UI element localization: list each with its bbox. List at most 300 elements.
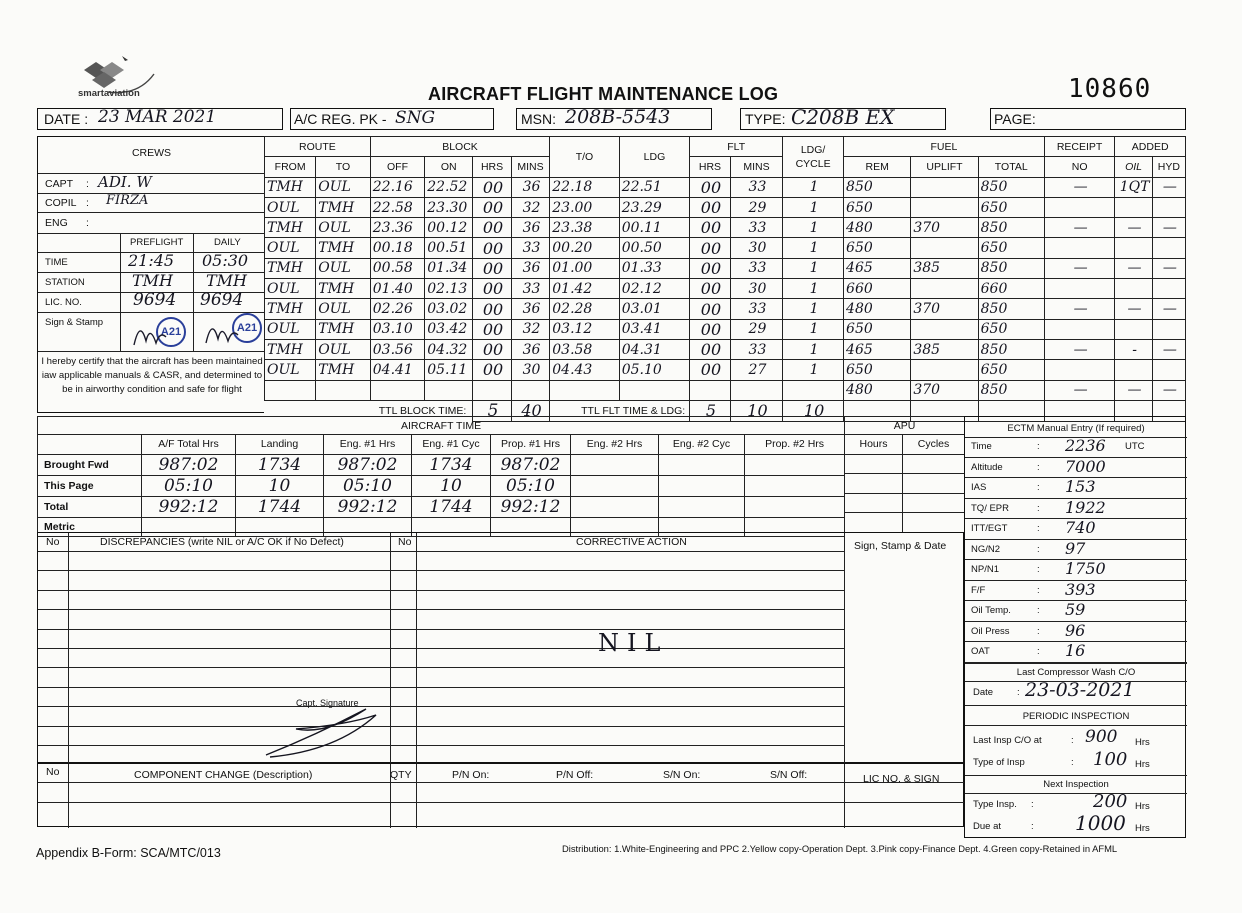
- aircraft-time-value[interactable]: [571, 496, 659, 517]
- fuel-uplift[interactable]: [911, 177, 978, 197]
- ldg-cycle[interactable]: 1: [783, 177, 844, 197]
- hyd-added[interactable]: —: [1152, 258, 1185, 278]
- disc-label: DISCREPANCIES (write NIL or A/C OK if No Defect): [100, 536, 344, 548]
- fuel-rem[interactable]: 850: [844, 177, 911, 197]
- ldg-cycle[interactable]: 1: [783, 299, 844, 319]
- type-value[interactable]: C208B EX: [791, 105, 895, 129]
- route-from[interactable]: TMH: [265, 339, 316, 359]
- takeoff-time[interactable]: 03.12: [550, 319, 619, 339]
- ectm-row: [965, 519, 1187, 540]
- fuel-rem[interactable]: 650: [844, 197, 911, 217]
- flt-mins[interactable]: 33: [730, 177, 782, 197]
- ldg-cycle[interactable]: 1: [783, 197, 844, 217]
- ectm-colon: :: [1037, 564, 1040, 575]
- block-off[interactable]: 23.36: [370, 218, 424, 238]
- comp-qty-label: QTY: [390, 769, 412, 781]
- daily-header: DAILY: [214, 237, 241, 248]
- route-to[interactable]: TMH: [316, 319, 370, 339]
- ectm-value[interactable]: 97: [1065, 538, 1086, 558]
- receipt-no[interactable]: [1044, 360, 1115, 380]
- route-to[interactable]: TMH: [316, 197, 370, 217]
- fuel-total[interactable]: 650: [978, 319, 1044, 339]
- receipt-no[interactable]: —: [1044, 218, 1115, 238]
- crew-block: CREWS CAPT : ADI. W COPIL : FIRZA ENG : PREFLIGHT DAILY TIME 21:45 05:30 STATION TMH TMH LIC. NO. 9694 9694 Sign & Stamp A21 A21 I hereby certify that the aircraft has been maintained iaw applicable manuals & CASR, and determined to be in airworthy condition and safe for flight: [37, 136, 264, 413]
- oil-added[interactable]: [1115, 197, 1152, 217]
- block-hrs[interactable]: 00: [473, 177, 511, 197]
- landing-time[interactable]: 01.33: [619, 258, 690, 278]
- receipt-no[interactable]: —: [1044, 380, 1115, 400]
- block-hrs[interactable]: 00: [473, 238, 511, 258]
- aircraft-time-col-header: Eng. #1 Cyc: [412, 435, 491, 455]
- receipt-no[interactable]: —: [1044, 299, 1115, 319]
- ectm-value[interactable]: 7000: [1065, 456, 1106, 476]
- flt-hrs[interactable]: 00: [690, 258, 731, 278]
- block-mins[interactable]: 36: [511, 177, 550, 197]
- aircraft-time-value[interactable]: [659, 496, 745, 517]
- fuel-total[interactable]: 650: [978, 360, 1044, 380]
- route-from[interactable]: OUL: [265, 197, 316, 217]
- eng-label: ENG: [45, 217, 68, 229]
- serial-number: 10860: [1068, 74, 1152, 104]
- fuel-total[interactable]: 850: [978, 339, 1044, 359]
- aircraft-time-value[interactable]: 05:10: [491, 475, 571, 496]
- disc-no-label: No: [46, 536, 60, 548]
- oil-added[interactable]: [1115, 319, 1152, 339]
- route-from[interactable]: OUL: [265, 360, 316, 380]
- flt-hrs[interactable]: 00: [690, 279, 731, 299]
- hyd-added[interactable]: [1152, 238, 1185, 258]
- last-insp-value[interactable]: 900: [1085, 727, 1118, 747]
- aircraft-time-value[interactable]: 1734: [412, 454, 491, 475]
- receipt-no[interactable]: [1044, 197, 1115, 217]
- capt-label: CAPT: [45, 178, 74, 190]
- route-to[interactable]: OUL: [316, 258, 370, 278]
- route-from[interactable]: TMH: [265, 299, 316, 319]
- ttl-ldg[interactable]: 10: [783, 400, 844, 421]
- route-to[interactable]: OUL: [316, 339, 370, 359]
- stamp-text-preflight: A21: [160, 326, 182, 338]
- receipt-no[interactable]: [1044, 238, 1115, 258]
- ectm-value[interactable]: 1922: [1065, 497, 1106, 517]
- route-to[interactable]: [316, 380, 370, 400]
- oil-added[interactable]: —: [1115, 218, 1152, 238]
- block-mins[interactable]: 36: [511, 258, 550, 278]
- landing-time[interactable]: 03.41: [619, 319, 690, 339]
- block-hrs[interactable]: 00: [473, 299, 511, 319]
- aircraft-time-value[interactable]: 10: [412, 475, 491, 496]
- aircraft-time-value[interactable]: [659, 475, 745, 496]
- block-hrs[interactable]: 00: [473, 279, 511, 299]
- ectm-label: IAS: [971, 482, 987, 493]
- ldg-cycle[interactable]: [783, 380, 844, 400]
- fuel-uplift[interactable]: [911, 197, 978, 217]
- ectm-colon: :: [1037, 502, 1040, 514]
- nil-entry[interactable]: NIL: [598, 629, 669, 657]
- fuel-rem[interactable]: 465: [844, 339, 911, 359]
- date-label: DATE :: [44, 111, 89, 127]
- block-hrs[interactable]: 00: [473, 319, 511, 339]
- aircraft-time-table: [37, 416, 845, 537]
- fuel-total[interactable]: 660: [978, 279, 1044, 299]
- ldg-cycle[interactable]: 1: [783, 218, 844, 238]
- route-from[interactable]: OUL: [265, 319, 316, 339]
- block-mins[interactable]: 36: [511, 339, 550, 359]
- page-box: [990, 108, 1186, 130]
- takeoff-time[interactable]: 03.58: [550, 339, 619, 359]
- ldg-cycle[interactable]: 1: [783, 339, 844, 359]
- fuel-uplift[interactable]: 370: [911, 218, 978, 238]
- ectm-value[interactable]: 1750: [1065, 559, 1106, 578]
- ectm-value[interactable]: 740: [1065, 518, 1096, 537]
- flt-hrs[interactable]: 00: [690, 319, 731, 339]
- ldg-cycle[interactable]: 1: [783, 279, 844, 299]
- ectm-value[interactable]: 393: [1065, 579, 1096, 599]
- fuel-rem[interactable]: 480: [844, 380, 911, 400]
- discrepancy-rule: [38, 706, 844, 707]
- compressor-wash-date[interactable]: 23-03-2021: [1025, 679, 1135, 701]
- ectm-value[interactable]: 59: [1065, 600, 1086, 619]
- landing-time[interactable]: 04.31: [619, 339, 690, 359]
- ldg-cycle[interactable]: 1: [783, 258, 844, 278]
- aircraft-time-value[interactable]: 987:02: [491, 454, 571, 475]
- takeoff-time[interactable]: 01.42: [550, 279, 619, 299]
- ttl-block-hrs[interactable]: 5: [473, 400, 511, 421]
- oil-added[interactable]: -: [1115, 339, 1152, 359]
- apu-title: APU: [845, 417, 965, 435]
- block-off[interactable]: 03.10: [370, 319, 424, 339]
- ttl-flt-hrs[interactable]: 5: [690, 400, 731, 421]
- aircraft-time-value[interactable]: 05:10: [142, 475, 236, 496]
- discrepancy-rule: [38, 590, 844, 591]
- aircraft-time-value[interactable]: [571, 454, 659, 475]
- takeoff-time[interactable]: 04.43: [550, 360, 619, 380]
- landing-time[interactable]: 00.11: [619, 218, 690, 238]
- ectm-row: [965, 458, 1187, 479]
- apu-cycles-header: Cycles: [903, 435, 965, 455]
- takeoff-time[interactable]: 22.18: [550, 177, 619, 197]
- flt-hrs[interactable]: [690, 380, 731, 400]
- flight-row: [265, 197, 1186, 217]
- aircraft-time-value[interactable]: 992:12: [491, 496, 571, 517]
- fuel-total[interactable]: 850: [978, 258, 1044, 278]
- receipt-no[interactable]: —: [1044, 177, 1115, 197]
- hyd-added[interactable]: [1152, 279, 1185, 299]
- ectm-value[interactable]: 153: [1065, 477, 1096, 496]
- block-on[interactable]: 22.52: [425, 177, 473, 197]
- route-from[interactable]: TMH: [265, 258, 316, 278]
- takeoff-time[interactable]: 01.00: [550, 258, 619, 278]
- oil-added[interactable]: —: [1115, 299, 1152, 319]
- hyd-added[interactable]: —: [1152, 339, 1185, 359]
- comp-lic-sign-label: LIC NO. & SIGN: [863, 773, 940, 785]
- fuel-uplift[interactable]: [911, 238, 978, 258]
- fuel-uplift[interactable]: 385: [911, 339, 978, 359]
- aircraft-time-value[interactable]: [745, 496, 845, 517]
- aircraft-time-title: AIRCRAFT TIME: [38, 417, 845, 435]
- hyd-added[interactable]: —: [1152, 380, 1185, 400]
- hyd-added[interactable]: [1152, 197, 1185, 217]
- block-off[interactable]: 22.16: [370, 177, 424, 197]
- block-mins[interactable]: 36: [511, 218, 550, 238]
- block-off[interactable]: 03.56: [370, 339, 424, 359]
- time-daily[interactable]: 05:30: [202, 251, 249, 270]
- block-off[interactable]: 00.58: [370, 258, 424, 278]
- block-hrs[interactable]: 00: [473, 218, 511, 238]
- hyd-added[interactable]: —: [1152, 218, 1185, 238]
- lic-label: LIC. NO.: [45, 297, 82, 308]
- block-mins[interactable]: 33: [511, 279, 550, 299]
- flt-hrs[interactable]: 00: [690, 238, 731, 258]
- reg-value[interactable]: SNG: [395, 108, 436, 128]
- capt-signature-scribble: [256, 695, 388, 763]
- ttl-flt-mins[interactable]: 10: [730, 400, 782, 421]
- next-type-value[interactable]: 200: [1093, 791, 1128, 812]
- route-from[interactable]: [265, 380, 316, 400]
- hyd-added[interactable]: [1152, 319, 1185, 339]
- fuel-uplift[interactable]: [911, 360, 978, 380]
- lic-preflight[interactable]: 9694: [133, 290, 177, 310]
- block-off[interactable]: 01.40: [370, 279, 424, 299]
- landing-time[interactable]: [619, 380, 690, 400]
- date-value[interactable]: 23 MAR 2021: [98, 107, 217, 127]
- fuel-rem[interactable]: 465: [844, 258, 911, 278]
- takeoff-time[interactable]: [550, 380, 619, 400]
- due-at-value[interactable]: 1000: [1075, 811, 1126, 835]
- last-insp-unit: Hrs: [1135, 737, 1150, 748]
- fuel-rem[interactable]: 650: [844, 319, 911, 339]
- ttl-block-mins[interactable]: 40: [511, 400, 550, 421]
- receipt-no[interactable]: —: [1044, 339, 1115, 359]
- oil-added[interactable]: [1115, 360, 1152, 380]
- hyd-added[interactable]: —: [1152, 299, 1185, 319]
- block-off[interactable]: 22.58: [370, 197, 424, 217]
- ectm-value[interactable]: 16: [1065, 641, 1086, 660]
- ectm-value[interactable]: 96: [1065, 620, 1086, 640]
- ectm-row: [965, 642, 1187, 663]
- route-to[interactable]: OUL: [316, 299, 370, 319]
- ectm-colon: :: [1037, 441, 1040, 452]
- block-on[interactable]: 05.11: [425, 360, 473, 380]
- ectm-label: Oil Temp.: [971, 605, 1011, 616]
- takeoff-time[interactable]: 02.28: [550, 299, 619, 319]
- receipt-no[interactable]: [1044, 279, 1115, 299]
- oil-added[interactable]: —: [1115, 380, 1152, 400]
- fuel-total[interactable]: 850: [978, 299, 1044, 319]
- landing-time[interactable]: 23.29: [619, 197, 690, 217]
- capt-signature-label: Capt. Signature: [296, 698, 359, 708]
- fuel-rem[interactable]: 650: [844, 360, 911, 380]
- route-to[interactable]: TMH: [316, 238, 370, 258]
- ttl-flt-label: TTL FLT TIME & LDG:: [581, 404, 686, 417]
- aircraft-time-value[interactable]: 987:02: [324, 454, 412, 475]
- comp-sn-off-label: S/N Off:: [770, 769, 808, 781]
- fuel-rem[interactable]: 480: [844, 299, 911, 319]
- fuel-rem[interactable]: 650: [844, 238, 911, 258]
- aircraft-time-value[interactable]: [659, 454, 745, 475]
- oil-added[interactable]: 1QT: [1115, 177, 1152, 197]
- msn-value[interactable]: 208B-5543: [565, 106, 671, 128]
- fuel-uplift[interactable]: [911, 319, 978, 339]
- block-on[interactable]: 00.51: [425, 238, 473, 258]
- aircraft-time-value[interactable]: 10: [236, 475, 324, 496]
- aircraft-time-col-header: Eng. #2 Hrs: [571, 435, 659, 455]
- block-mins[interactable]: [511, 380, 550, 400]
- signature-preflight: [130, 315, 170, 351]
- block-hrs[interactable]: 00: [473, 197, 511, 217]
- block-hrs[interactable]: 00: [473, 360, 511, 380]
- aircraft-time-value[interactable]: [571, 475, 659, 496]
- flt-mins[interactable]: 27: [730, 360, 782, 380]
- route-to[interactable]: TMH: [316, 279, 370, 299]
- block-on[interactable]: 03.42: [425, 319, 473, 339]
- block-on[interactable]: 23.30: [425, 197, 473, 217]
- fuel-rem[interactable]: 480: [844, 218, 911, 238]
- time-preflight[interactable]: 21:45: [128, 251, 175, 270]
- type-label: TYPE:: [745, 111, 786, 127]
- type-insp-value[interactable]: 100: [1093, 749, 1128, 770]
- landing-time[interactable]: 22.51: [619, 177, 690, 197]
- ldg-cycle[interactable]: 1: [783, 238, 844, 258]
- oil-added[interactable]: [1115, 238, 1152, 258]
- copil-value[interactable]: FIRZA: [106, 193, 149, 208]
- route-from[interactable]: OUL: [265, 279, 316, 299]
- block-hrs[interactable]: 00: [473, 258, 511, 278]
- type-box: [740, 105, 946, 130]
- route-from[interactable]: TMH: [265, 218, 316, 238]
- lic-daily[interactable]: 9694: [200, 290, 244, 310]
- fuel-total[interactable]: 850: [978, 218, 1044, 238]
- block-off[interactable]: [370, 380, 424, 400]
- aircraft-time-value[interactable]: 1744: [236, 496, 324, 517]
- flight-row: [265, 339, 1186, 359]
- block-on[interactable]: 03.02: [425, 299, 473, 319]
- flt-mins[interactable]: 29: [730, 197, 782, 217]
- takeoff-time[interactable]: 23.38: [550, 218, 619, 238]
- block-on[interactable]: 02.13: [425, 279, 473, 299]
- landing-time[interactable]: 02.12: [619, 279, 690, 299]
- flt-mins[interactable]: 33: [730, 299, 782, 319]
- rem-header: REM: [844, 157, 911, 177]
- block-mins[interactable]: 33: [511, 238, 550, 258]
- ectm-colon: :: [1037, 605, 1040, 616]
- block-mins[interactable]: 30: [511, 360, 550, 380]
- fuel-total[interactable]: 850: [978, 380, 1044, 400]
- sign-stamp-label: Sign & Stamp: [45, 317, 104, 328]
- flight-row: [265, 279, 1186, 299]
- station-daily[interactable]: TMH: [206, 271, 248, 290]
- flight-row: [265, 238, 1186, 258]
- comp-pn-off-label: P/N Off:: [556, 769, 594, 781]
- from-header: FROM: [265, 157, 316, 177]
- oil-added[interactable]: [1115, 279, 1152, 299]
- landing-time[interactable]: 00.50: [619, 238, 690, 258]
- route-from[interactable]: OUL: [265, 238, 316, 258]
- periodic-title: PERIODIC INSPECTION: [1022, 711, 1130, 722]
- reg-box: [290, 108, 494, 130]
- ectm-label: NG/N2: [971, 543, 1001, 555]
- flt-hrs[interactable]: 00: [690, 177, 731, 197]
- flt-hrs[interactable]: 00: [690, 299, 731, 319]
- fuel-uplift[interactable]: [911, 279, 978, 299]
- block-on[interactable]: [425, 380, 473, 400]
- block-on[interactable]: 00.12: [425, 218, 473, 238]
- aircraft-time-value[interactable]: [745, 454, 845, 475]
- block-off[interactable]: 02.26: [370, 299, 424, 319]
- flt-mins[interactable]: [730, 380, 782, 400]
- fuel-uplift[interactable]: 370: [911, 299, 978, 319]
- block-hrs[interactable]: 00: [473, 339, 511, 359]
- fuel-rem[interactable]: 660: [844, 279, 911, 299]
- receipt-no[interactable]: —: [1044, 258, 1115, 278]
- aircraft-time-value[interactable]: 987:02: [142, 454, 236, 475]
- block-hrs[interactable]: [473, 380, 511, 400]
- hyd-added[interactable]: [1152, 360, 1185, 380]
- block-off[interactable]: 04.41: [370, 360, 424, 380]
- flt-mins[interactable]: 30: [730, 279, 782, 299]
- ldg-cycle[interactable]: 1: [783, 319, 844, 339]
- ldg-cycle[interactable]: 1: [783, 360, 844, 380]
- ectm-label: NP/N1: [971, 564, 999, 575]
- ectm-label: OAT: [971, 646, 990, 657]
- fuel-uplift[interactable]: 385: [911, 258, 978, 278]
- fuel-total[interactable]: 650: [978, 197, 1044, 217]
- flt-mins[interactable]: 30: [730, 238, 782, 258]
- flt-hrs[interactable]: 00: [690, 339, 731, 359]
- fuel-total[interactable]: 850: [978, 177, 1044, 197]
- aircraft-time-value[interactable]: 992:12: [324, 496, 412, 517]
- landing-time[interactable]: 05.10: [619, 360, 690, 380]
- block-on[interactable]: 01.34: [425, 258, 473, 278]
- route-to[interactable]: TMH: [316, 360, 370, 380]
- fuel-uplift[interactable]: 370: [911, 380, 978, 400]
- page-label: PAGE:: [994, 111, 1036, 127]
- route-from[interactable]: TMH: [265, 177, 316, 197]
- flt-mins[interactable]: 29: [730, 319, 782, 339]
- flt-mins[interactable]: 33: [730, 218, 782, 238]
- block-off[interactable]: 00.18: [370, 238, 424, 258]
- apu-table: [844, 416, 965, 533]
- block-mins[interactable]: 36: [511, 299, 550, 319]
- oil-added[interactable]: —: [1115, 258, 1152, 278]
- flt-hrs[interactable]: 00: [690, 197, 731, 217]
- block-on[interactable]: 04.32: [425, 339, 473, 359]
- takeoff-time[interactable]: 00.20: [550, 238, 619, 258]
- landing-time[interactable]: 03.01: [619, 299, 690, 319]
- aircraft-time-value[interactable]: 1744: [412, 496, 491, 517]
- route-to[interactable]: OUL: [316, 177, 370, 197]
- takeoff-time[interactable]: 23.00: [550, 197, 619, 217]
- receipt-no[interactable]: [1044, 319, 1115, 339]
- aircraft-time-value[interactable]: [745, 475, 845, 496]
- ectm-value[interactable]: 2236: [1065, 436, 1106, 455]
- compressor-wash-title: Last Compressor Wash C/O: [1016, 667, 1136, 678]
- block-mins[interactable]: 32: [511, 319, 550, 339]
- flt-hrs[interactable]: 00: [690, 360, 731, 380]
- flt-mins[interactable]: 33: [730, 339, 782, 359]
- fuel-total[interactable]: 650: [978, 238, 1044, 258]
- aircraft-time-value[interactable]: 992:12: [142, 496, 236, 517]
- aircraft-time-col-header: Eng. #1 Hrs: [324, 435, 412, 455]
- capt-value[interactable]: ADI. W: [98, 173, 152, 191]
- aircraft-time-value[interactable]: 05:10: [324, 475, 412, 496]
- flt-mins[interactable]: 33: [730, 258, 782, 278]
- hyd-added[interactable]: —: [1152, 177, 1185, 197]
- flt-hrs[interactable]: 00: [690, 218, 731, 238]
- block-mins[interactable]: 32: [511, 197, 550, 217]
- station-preflight[interactable]: TMH: [132, 271, 174, 290]
- route-to[interactable]: OUL: [316, 218, 370, 238]
- aircraft-time-value[interactable]: 1734: [236, 454, 324, 475]
